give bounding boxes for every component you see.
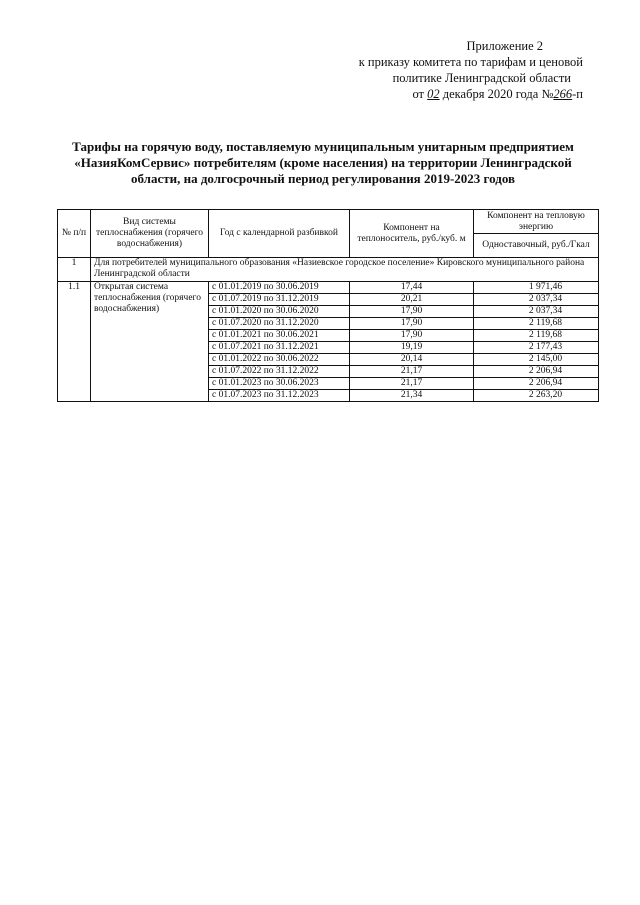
carrier-cell: 20,14: [350, 354, 474, 366]
energy-cell: 2 206,94: [474, 378, 599, 390]
header-num: № п/п: [58, 210, 91, 258]
period-cell: с 01.07.2021 по 31.12.2021: [209, 342, 350, 354]
appendix-date-middle: декабря 2020 года №: [442, 87, 554, 101]
table-row: [58, 282, 599, 294]
carrier-cell: 21,17: [350, 366, 474, 378]
energy-cell: 2 037,34: [474, 306, 599, 318]
appendix-date-line: [359, 86, 583, 102]
energy-cell: 2 119,68: [474, 330, 599, 342]
energy-cell: 2 177,43: [474, 342, 599, 354]
appendix-title: Приложение 2: [466, 39, 543, 53]
carrier-cell: 17,90: [350, 318, 474, 330]
period-cell: с 01.07.2020 по 31.12.2020: [209, 318, 350, 330]
period-cell: с 01.01.2021 по 30.06.2021: [209, 330, 350, 342]
period-cell: с 01.07.2019 по 31.12.2019: [209, 294, 350, 306]
group-label: Для потребителей муниципального образования «Назиевское городское поселение» Кировского муниципального района Ленинградской области: [91, 258, 599, 282]
carrier-cell: 20,21: [350, 294, 474, 306]
carrier-cell: 17,44: [350, 282, 474, 294]
group-num: 1: [58, 258, 91, 282]
group-row: [58, 258, 599, 282]
period-cell: с 01.07.2023 по 31.12.2023: [209, 390, 350, 402]
period-cell: с 01.01.2020 по 30.06.2020: [209, 306, 350, 318]
header-energy: Компонент на тепловую энергию: [474, 210, 599, 234]
carrier-cell: 21,34: [350, 390, 474, 402]
energy-cell: 2 119,68: [474, 318, 599, 330]
appendix-committee-line: политике Ленинградской области: [392, 71, 571, 85]
appendix-date-prefix: от: [412, 87, 425, 101]
appendix-order-suffix: -п: [572, 87, 583, 101]
energy-cell: 2 145,00: [474, 354, 599, 366]
appendix-date-day: 02: [427, 87, 440, 101]
energy-cell: 2 263,20: [474, 390, 599, 402]
item-system: Открытая система теплоснабжения (горячего водоснабжения): [91, 282, 209, 402]
tariff-table: [57, 209, 599, 402]
energy-cell: 1 971,46: [474, 282, 599, 294]
appendix-order-number: 266: [553, 87, 573, 101]
carrier-cell: 19,19: [350, 342, 474, 354]
period-cell: с 01.01.2019 по 30.06.2019: [209, 282, 350, 294]
carrier-cell: 21,17: [350, 378, 474, 390]
header-system: Вид системы теплоснабжения (горячего водоснабжения): [91, 210, 209, 258]
appendix-order-line: к приказу комитета по тарифам и ценовой: [358, 55, 583, 69]
period-cell: с 01.07.2022 по 31.12.2022: [209, 366, 350, 378]
header-energy-sub: Одноставочный, руб./Гкал: [474, 234, 599, 258]
period-cell: с 01.01.2023 по 30.06.2023: [209, 378, 350, 390]
appendix-block: [359, 38, 583, 102]
carrier-cell: 17,90: [350, 306, 474, 318]
document-title: Тарифы на горячую воду, поставляемую муниципальным унитарным предприятием «НазияКомСервис» потребителям (кроме населения) на территории Ленинградской области, на долгосрочный период регулирования 2019-2023 годов: [72, 139, 574, 186]
header-period: Год с календарной разбивкой: [209, 210, 350, 258]
item-num: 1.1: [58, 282, 91, 402]
energy-cell: 2 037,34: [474, 294, 599, 306]
period-cell: с 01.01.2022 по 30.06.2022: [209, 354, 350, 366]
energy-cell: 2 206,94: [474, 366, 599, 378]
header-carrier: Компонент на теплоноситель, руб./куб. м: [350, 210, 474, 258]
carrier-cell: 17,90: [350, 330, 474, 342]
